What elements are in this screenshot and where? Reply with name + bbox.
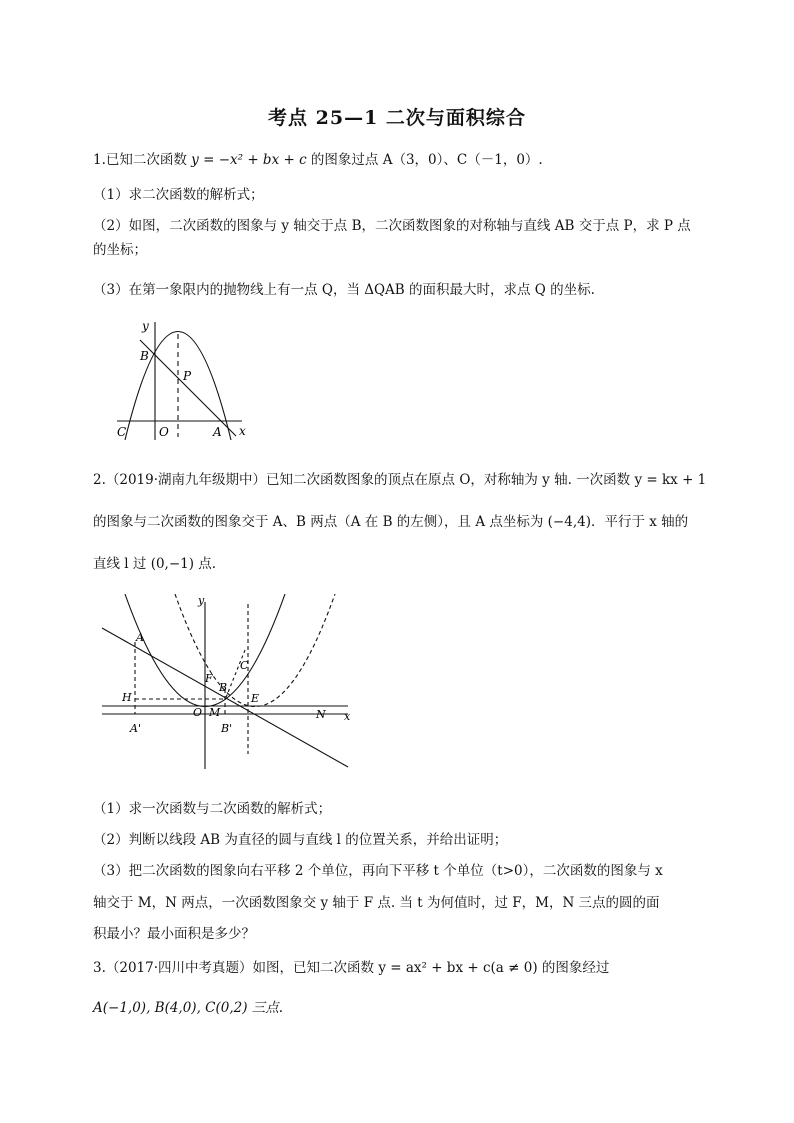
q1-line-ab xyxy=(140,340,236,436)
q1-label-a: A xyxy=(213,425,222,439)
q1-label-x: x xyxy=(239,424,246,438)
q2-label-a-prime: A' xyxy=(130,722,141,735)
q2-part3-line3: 积最小？最小面积是多少？ xyxy=(93,926,255,942)
q2-figure xyxy=(100,594,360,774)
q1-part2-line1: （2）如图，二次函数的图象与 y 轴交于点 B，二次函数图象的对称轴与直线 AB 交于点 P，求 P 点 xyxy=(93,218,691,234)
q1-stem xyxy=(93,150,708,170)
q1-label-y: y xyxy=(142,319,149,333)
q2-label-x: x xyxy=(344,710,351,723)
q3-stem-line2: A(−1,0), B(4,0), C(0,2) 三点. xyxy=(93,1000,284,1016)
q2-stem-line1: 2.（2019·湖南九年级期中）已知二次函数图象的顶点在原点 O，对称轴为 y 轴. 一次函数 y = kx + 1 xyxy=(93,472,707,488)
q2-stem-line3: 直线 l 过 (0,−1) 点. xyxy=(93,556,217,572)
q1-label-o: O xyxy=(159,425,169,439)
q2-label-f: F xyxy=(205,672,213,685)
q1-label-b: B xyxy=(140,349,149,363)
q1-stem-text-a: 1.已知二次函数 xyxy=(93,152,192,168)
q1-stem-text-b: 的图象过点 A（3，0）、C（－1，0）. xyxy=(306,152,543,168)
q2-part3-line1: （3）把二次函数的图象向右平移 2 个单位，再向下平移 t 个单位（t>0），二次函数的图象与 x xyxy=(93,863,663,879)
q1-label-p: P xyxy=(183,369,192,383)
q1-part1: （1）求二次函数的解析式； xyxy=(93,187,264,203)
q2-label-o: O xyxy=(193,706,203,719)
q2-stem-line2: 的图象与二次函数的图象交于 A、B 两点（A 在 B 的左侧），且 A 点坐标为 (−4,4)．平行于 x 轴的 xyxy=(93,514,689,530)
q2-dash-bc xyxy=(225,650,245,700)
q1-stem-formula: y = −x² + bx + c xyxy=(191,152,307,168)
q2-label-m: M xyxy=(209,706,221,719)
page-title: 考点 25—1 二次与面积综合 xyxy=(268,107,526,129)
q2-part1: （1）求一次函数与二次函数的解析式； xyxy=(93,801,332,817)
q2-shifted-parabola xyxy=(175,594,335,707)
q2-label-a: A xyxy=(136,631,144,644)
q2-label-h: H xyxy=(122,691,132,704)
q2-label-c: C xyxy=(240,659,249,672)
q2-label-e: E xyxy=(251,692,260,705)
q2-label-n: N xyxy=(316,708,326,721)
q2-label-b-prime: B' xyxy=(221,722,233,735)
q2-label-b: B xyxy=(219,681,228,694)
q1-part2-line2: 的坐标； xyxy=(93,242,147,258)
q2-part2: （2）判断以线段 AB 为直径的圆与直线 l 的位置关系，并给出证明； xyxy=(93,832,508,848)
q3-stem-line1: 3.（2017·四川中考真题）如图，已知二次函数 y = ax² + bx + c(a ≠ 0) 的图象经过 xyxy=(93,960,610,976)
q1-part3: （3）在第一象限内的抛物线上有一点 Q，当 ΔQAB 的面积最大时，求点 Q 的坐标. xyxy=(93,282,595,298)
q2-label-y: y xyxy=(198,594,205,607)
q2-part3-line2: 轴交于 M，N 两点，一次函数图象交 y 轴于 F 点. 当 t 为何值时，过 F，M，N 三点的圆的面 xyxy=(93,895,660,911)
q1-figure xyxy=(112,312,252,442)
q1-label-c: C xyxy=(117,425,127,439)
